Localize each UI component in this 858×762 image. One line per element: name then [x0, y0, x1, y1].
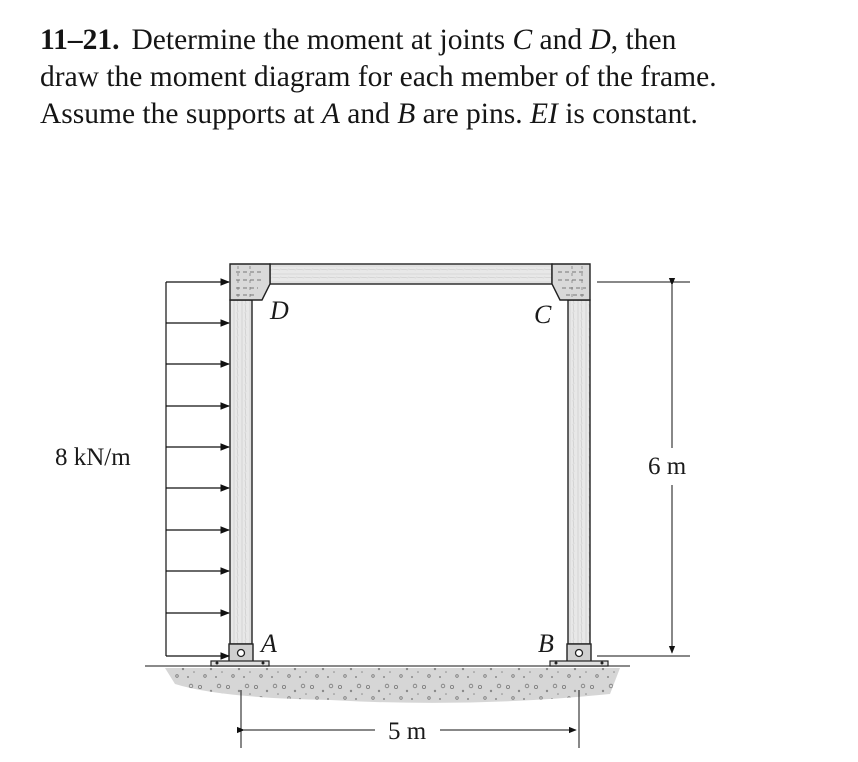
distributed-load [166, 282, 229, 656]
joint-label-c: C [534, 300, 552, 329]
joint-label-a: A [261, 629, 277, 658]
var-c: C [512, 24, 533, 56]
text-and-1: and [532, 24, 590, 56]
var-d: D [589, 24, 611, 56]
text-line2: draw the moment diagram for each member of the frame. [40, 61, 717, 93]
ground [145, 666, 630, 703]
column-bc [568, 300, 590, 644]
problem-number: 11–21. [40, 24, 120, 56]
text-line1-post: , then [610, 24, 677, 56]
height-label: 6 m [648, 453, 687, 480]
load-label: 8 kN/m [55, 444, 131, 471]
text-line3-mid: are pins. [415, 98, 530, 130]
text-line3-post: is constant. [557, 98, 698, 130]
var-a: A [321, 98, 340, 130]
joint-label-b: B [538, 629, 554, 658]
joint-d-connection [230, 264, 270, 300]
var-b: B [397, 98, 416, 130]
text-line1-pre: Determine the moment at joints [131, 24, 513, 56]
span-label: 5 m [388, 718, 427, 745]
text-line3-pre: Assume the supports at [40, 98, 322, 130]
joint-c-connection [552, 264, 590, 300]
text-and-2: and [339, 98, 398, 130]
var-ei: EI [529, 98, 558, 130]
joint-label-d: D [270, 296, 289, 325]
beam-dc [270, 264, 552, 284]
pin-support-b [550, 644, 608, 666]
column-ad [230, 300, 252, 644]
